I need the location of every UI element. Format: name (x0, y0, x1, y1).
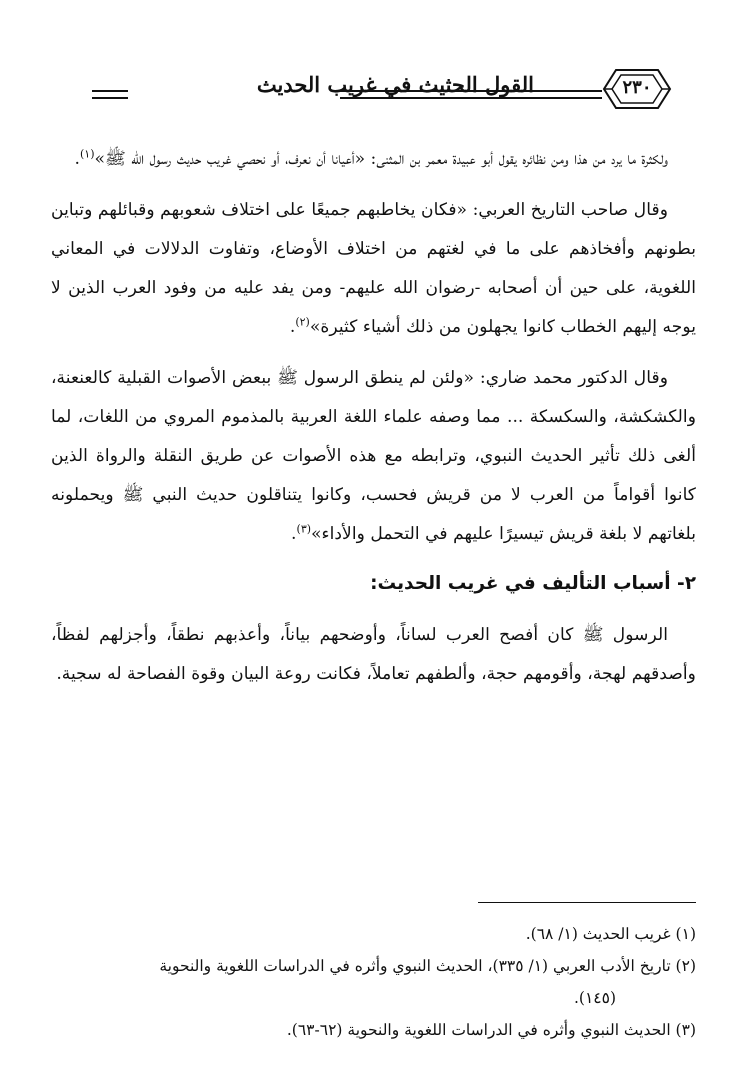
section-heading: ٢- أسباب التأليف في غريب الحديث: (370, 573, 696, 594)
page-header (92, 66, 672, 112)
paragraph-2: وقال صاحب التاريخ العربي: «فكان يخاطبهم جميعًا على اختلاف شعوبهم وقبائلهم وتباين بطونهم وأفخاذهم على ما في لغتهم من اختلاف الأوضاع، وتفاوت الدلالات في المعاني اللغوية، على حين أن أصحابه -رضوان الله عليهم- ومن يفد عليه من وفود العرب الذين لا يوجه إليهم الخطاب كانوا يجهلون من ذلك أشياء كثيرة»$^{(٢)}$. (51, 200, 696, 337)
paragraph-4: الرسول ﷺ كان أفصح العرب لساناً، وأوضحهم بياناً، وأعذبهم نطقاً، وأجزلهم لفظاً، وأصدقهم لهجة، وأقومهم حجة، وألطفهم تعاملاً، فكانت روعة البيان وقوة الفصاحة له سجية. (51, 625, 696, 684)
running-title: القول الحثيث في غريب الحديث (256, 72, 534, 97)
footnote-3: (٣) الحديث النبوي وأثره في الدراسات اللغوية والنحوية (٦٢-٦٣). (286, 1021, 696, 1039)
paragraph-1: ولكثرة ما يرد من هذا ومن نظائره يقول أبو عبيدة معمر بن المثنى: «أعيانا أن نعرف، أو نحصي غريب حديث رسول الله ﷺ»$^{(١)}$. (74, 147, 668, 169)
footnote-1: (١) غريب الحديث (١/ ٦٨). (525, 925, 696, 943)
paragraph-3: وقال الدكتور محمد ضاري: «ولئن لم ينطق الرسول ﷺ ببعض الأصوات القبلية كالعنعنة، والكشكشة، والسكسكة ... مما وصفه علماء اللغة العربية بالمذموم المروي من اللغات، لما ألغى ذلك تأثير الحديث النبوي، وترابطه مع هذه الأصوات عن طريق النقلة والرواة الذين كانوا أقواماً من العرب لا من قريش فحسب، وكانوا يتناقلون حديث النبي ﷺ ويحملونه بلغاتهم لا بلغة قريش تيسيرًا عليهم في التحمل والأداء»$^{(٣)}$. (51, 368, 696, 544)
page-number: ٢٣٠ (622, 77, 652, 98)
header-rule-right (340, 90, 602, 99)
footnote-ref-3[interactable]: (٣) (296, 522, 312, 536)
footnote-2: (٢) تاريخ الأدب العربي (١/ ٣٣٥)، الحديث النبوي وأثره في الدراسات اللغوية والنحوية (159, 957, 696, 975)
footnote-ref-2[interactable]: (٢) (295, 315, 310, 329)
paragraph-1-text: ولكثرة ما يرد من هذا ومن نظائره يقول أبو عبيدة معمر بن المثنى: «أعيانا أن نعرف، أو نحصي غريب حديث رسول الله ﷺ» (94, 149, 668, 169)
paragraph-2-text: وقال صاحب التاريخ العربي: «فكان يخاطبهم جميعًا على اختلاف شعوبهم وقبائلهم وتباين بطونهم وأفخاذهم على ما في لغتهم من اختلاف الأوضاع، وتفاوت الدلالات في المعاني اللغوية، على حين أن أصحابه -رضوان الله عليهم- ومن يفد عليه من وفود العرب الذين لا يوجه إليهم الخطاب كانوا يجهلون من ذلك أشياء كثيرة» (51, 200, 696, 337)
paragraph-3-text: وقال الدكتور محمد ضاري: «ولئن لم ينطق الرسول ﷺ ببعض الأصوات القبلية كالعنعنة، والكشكشة، والسكسكة ... مما وصفه علماء اللغة العربية بالمذموم المروي من اللغات، لما ألغى ذلك تأثير الحديث النبوي، وترابطه مع هذه الأصوات عن طريق النقلة والرواة الذين كانوا أقواماً من العرب لا من قريش فحسب، وكانوا يتناقلون حديث النبي ﷺ ويحملونه بلغاتهم لا بلغة قريش تيسيرًا عليهم في التحمل والأداء» (51, 368, 696, 544)
footnote-ref-1[interactable]: (١) (79, 147, 95, 161)
footnotes (51, 918, 696, 1046)
page-number-badge (602, 66, 672, 112)
header-rule-left (92, 90, 128, 99)
footnote-separator (478, 902, 696, 903)
main-text (51, 140, 696, 706)
footnote-2-continued: (١٤٥). (573, 989, 616, 1007)
